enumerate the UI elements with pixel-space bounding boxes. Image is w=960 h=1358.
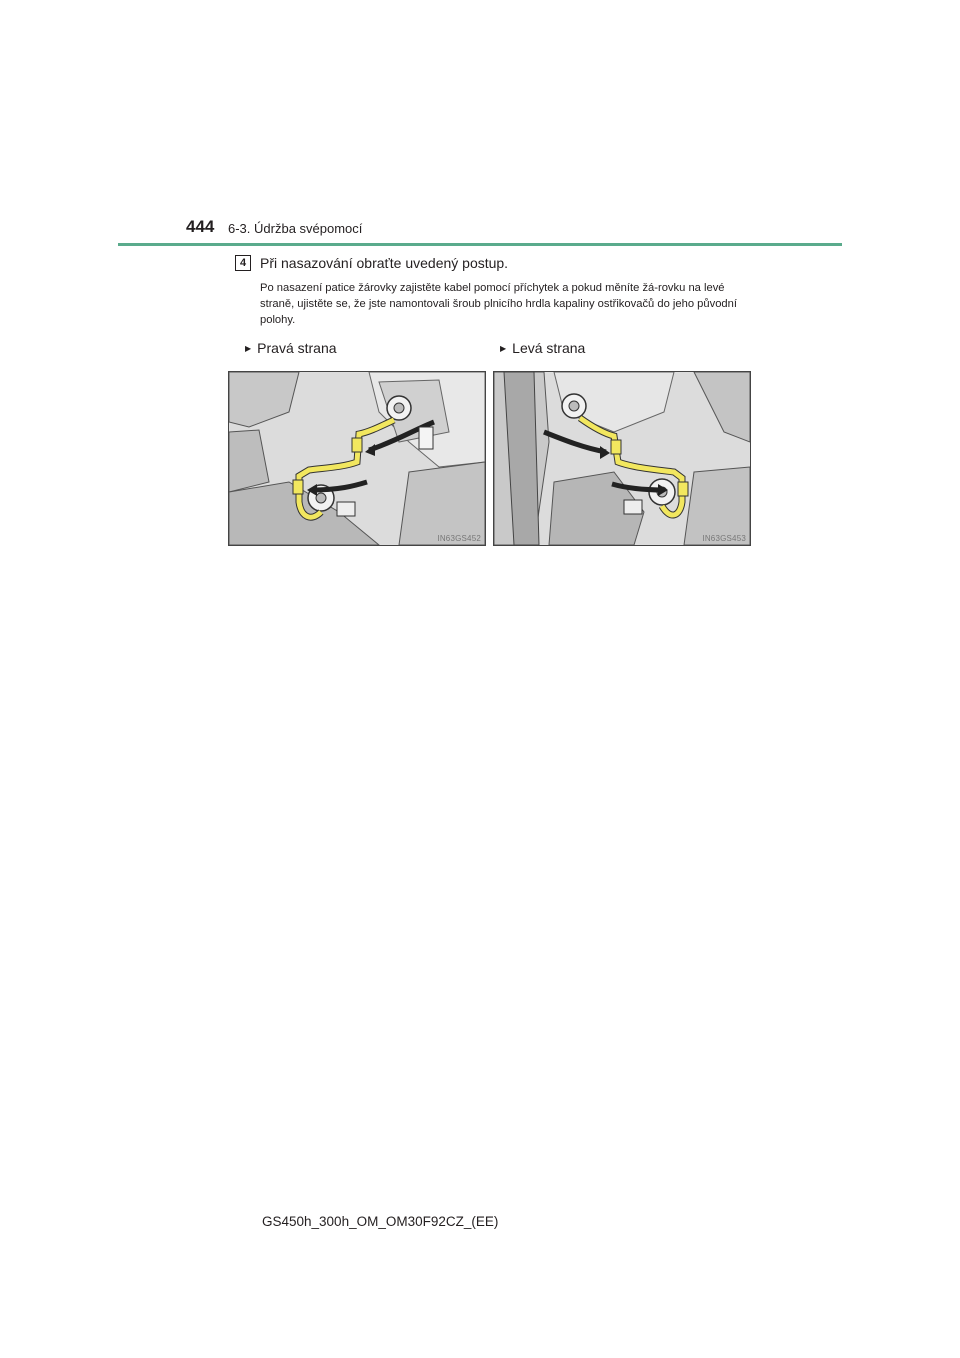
footer-doc-code: GS450h_300h_OM_OM30F92CZ_(EE): [262, 1214, 499, 1229]
triangle-right-icon: ▶: [500, 344, 507, 353]
section-title: 6-3. Údržba svépomocí: [228, 221, 363, 236]
figure-code: IN63GS452: [437, 534, 481, 543]
figure-label-right: [245, 340, 337, 356]
figure-code: IN63GS453: [702, 534, 746, 543]
figure-label-left: [500, 340, 585, 356]
triangle-right-icon: ▶: [245, 344, 252, 353]
figure-right-side: [228, 371, 486, 546]
figure-left-side: [493, 371, 751, 546]
figure-label-left-text: Levá strana: [512, 340, 586, 356]
header-rule: [118, 243, 842, 246]
figure-label-right-text: Pravá strana: [257, 340, 337, 356]
page-number: 444: [186, 217, 215, 236]
step-instruction: Při nasazování obraťte uvedený postup.: [260, 255, 509, 271]
step-note: Po nasazení patice žárovky zajistěte kabel pomocí příchytek a pokud měníte žá-rovku na levé straně, ujistěte se, že jste namontovali šroub plnicího hrdla kapaliny ostřikovačů do jeho původní polohy.: [260, 282, 737, 326]
engine-bay-illustration-left: [494, 372, 750, 545]
step-number-badge: 4: [235, 255, 251, 271]
engine-bay-illustration-right: [229, 372, 485, 545]
